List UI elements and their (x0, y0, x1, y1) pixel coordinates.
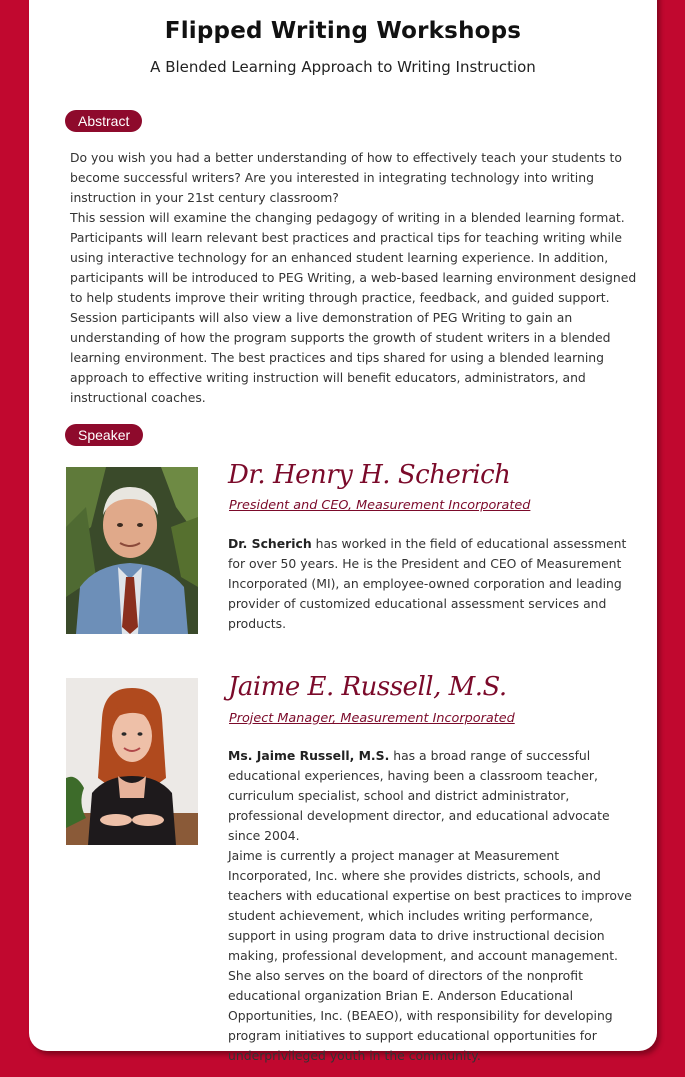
speaker-bio-text: has a broad range of successful educational experiences, having been a classroom teacher, curriculum specialist, school and district administrator, professional development director, and educational advocate since 2004. (228, 748, 610, 843)
speaker-bio (228, 746, 638, 1066)
speaker-badge: Speaker (65, 424, 143, 446)
abstract-badge: Abstract (65, 110, 142, 132)
page-subtitle: A Blended Learning Approach to Writing Instruction (150, 58, 536, 76)
content-card (29, 0, 657, 1063)
speaker-bio-paragraph (228, 746, 638, 846)
page-title: Flipped Writing Workshops (164, 18, 522, 44)
speaker-role: Project Manager, Measurement Incorporated (229, 711, 515, 726)
speaker-photo-scherich (66, 467, 198, 634)
speaker-bio-text: has worked in the field of educational assessment for over 50 years. He is the President and CEO of Measurement Incorporated (MI), an employee-owned corporation and leading provider of customized educational assessment services and products. (228, 536, 627, 631)
speaker-photo-russell (66, 678, 198, 845)
speaker-bio-paragraph (228, 534, 638, 634)
abstract-paragraph: Session participants will also view a live demonstration of PEG Writing to gain an understanding of how the program supports the growth of student writers in a blended learning environment. The best practices and tips shared for using a blended learning approach to effective writing instruction will benefit educators, administrators, and instructional coaches. (70, 310, 611, 405)
speaker-name: Jaime E. Russell, M.S. (228, 672, 507, 702)
speaker-bio-paragraph: Jaime is currently a project manager at Measurement Incorporated, Inc. where she provides districts, schools, and teachers with educational expertise on best practices to improve student achievement, which includes writing performance, support in using program data to drive instructional decision making, professional development, and account management. She also serves on the board of directors of the nonprofit educational organization Brian E. Anderson Educational Opportunities, Inc. (BEAEO), with responsibility for developing program initiatives to support educational opportunities for underprivileged youth in the community. (228, 848, 632, 1063)
portrait-woman-image (66, 678, 198, 845)
speaker-bio-lead: Ms. Jaime Russell, M.S. (228, 748, 390, 763)
abstract-text (70, 148, 638, 408)
speaker-role: President and CEO, Measurement Incorporated (229, 498, 531, 513)
speaker-name: Dr. Henry H. Scherich (228, 460, 511, 490)
abstract-paragraph: This session will examine the changing pedagogy of writing in a blended learning format. Participants will learn relevant best practices and practical tips for teaching writing while using interactive technology for an enhanced student learning experience. In addition, participants will be introduced to PEG Writing, a web-based learning environment designed to help students improve their writing through practice, feedback, and guided support. (70, 210, 637, 305)
portrait-man-image (66, 467, 198, 634)
speaker-bio (228, 534, 638, 634)
speaker-bio-lead: Dr. Scherich (228, 536, 312, 551)
abstract-paragraph: Do you wish you had a better understanding of how to effectively teach your students to become successful writers? Are you interested in integrating technology into writing instruction in your 21st century classroom? (70, 150, 622, 205)
